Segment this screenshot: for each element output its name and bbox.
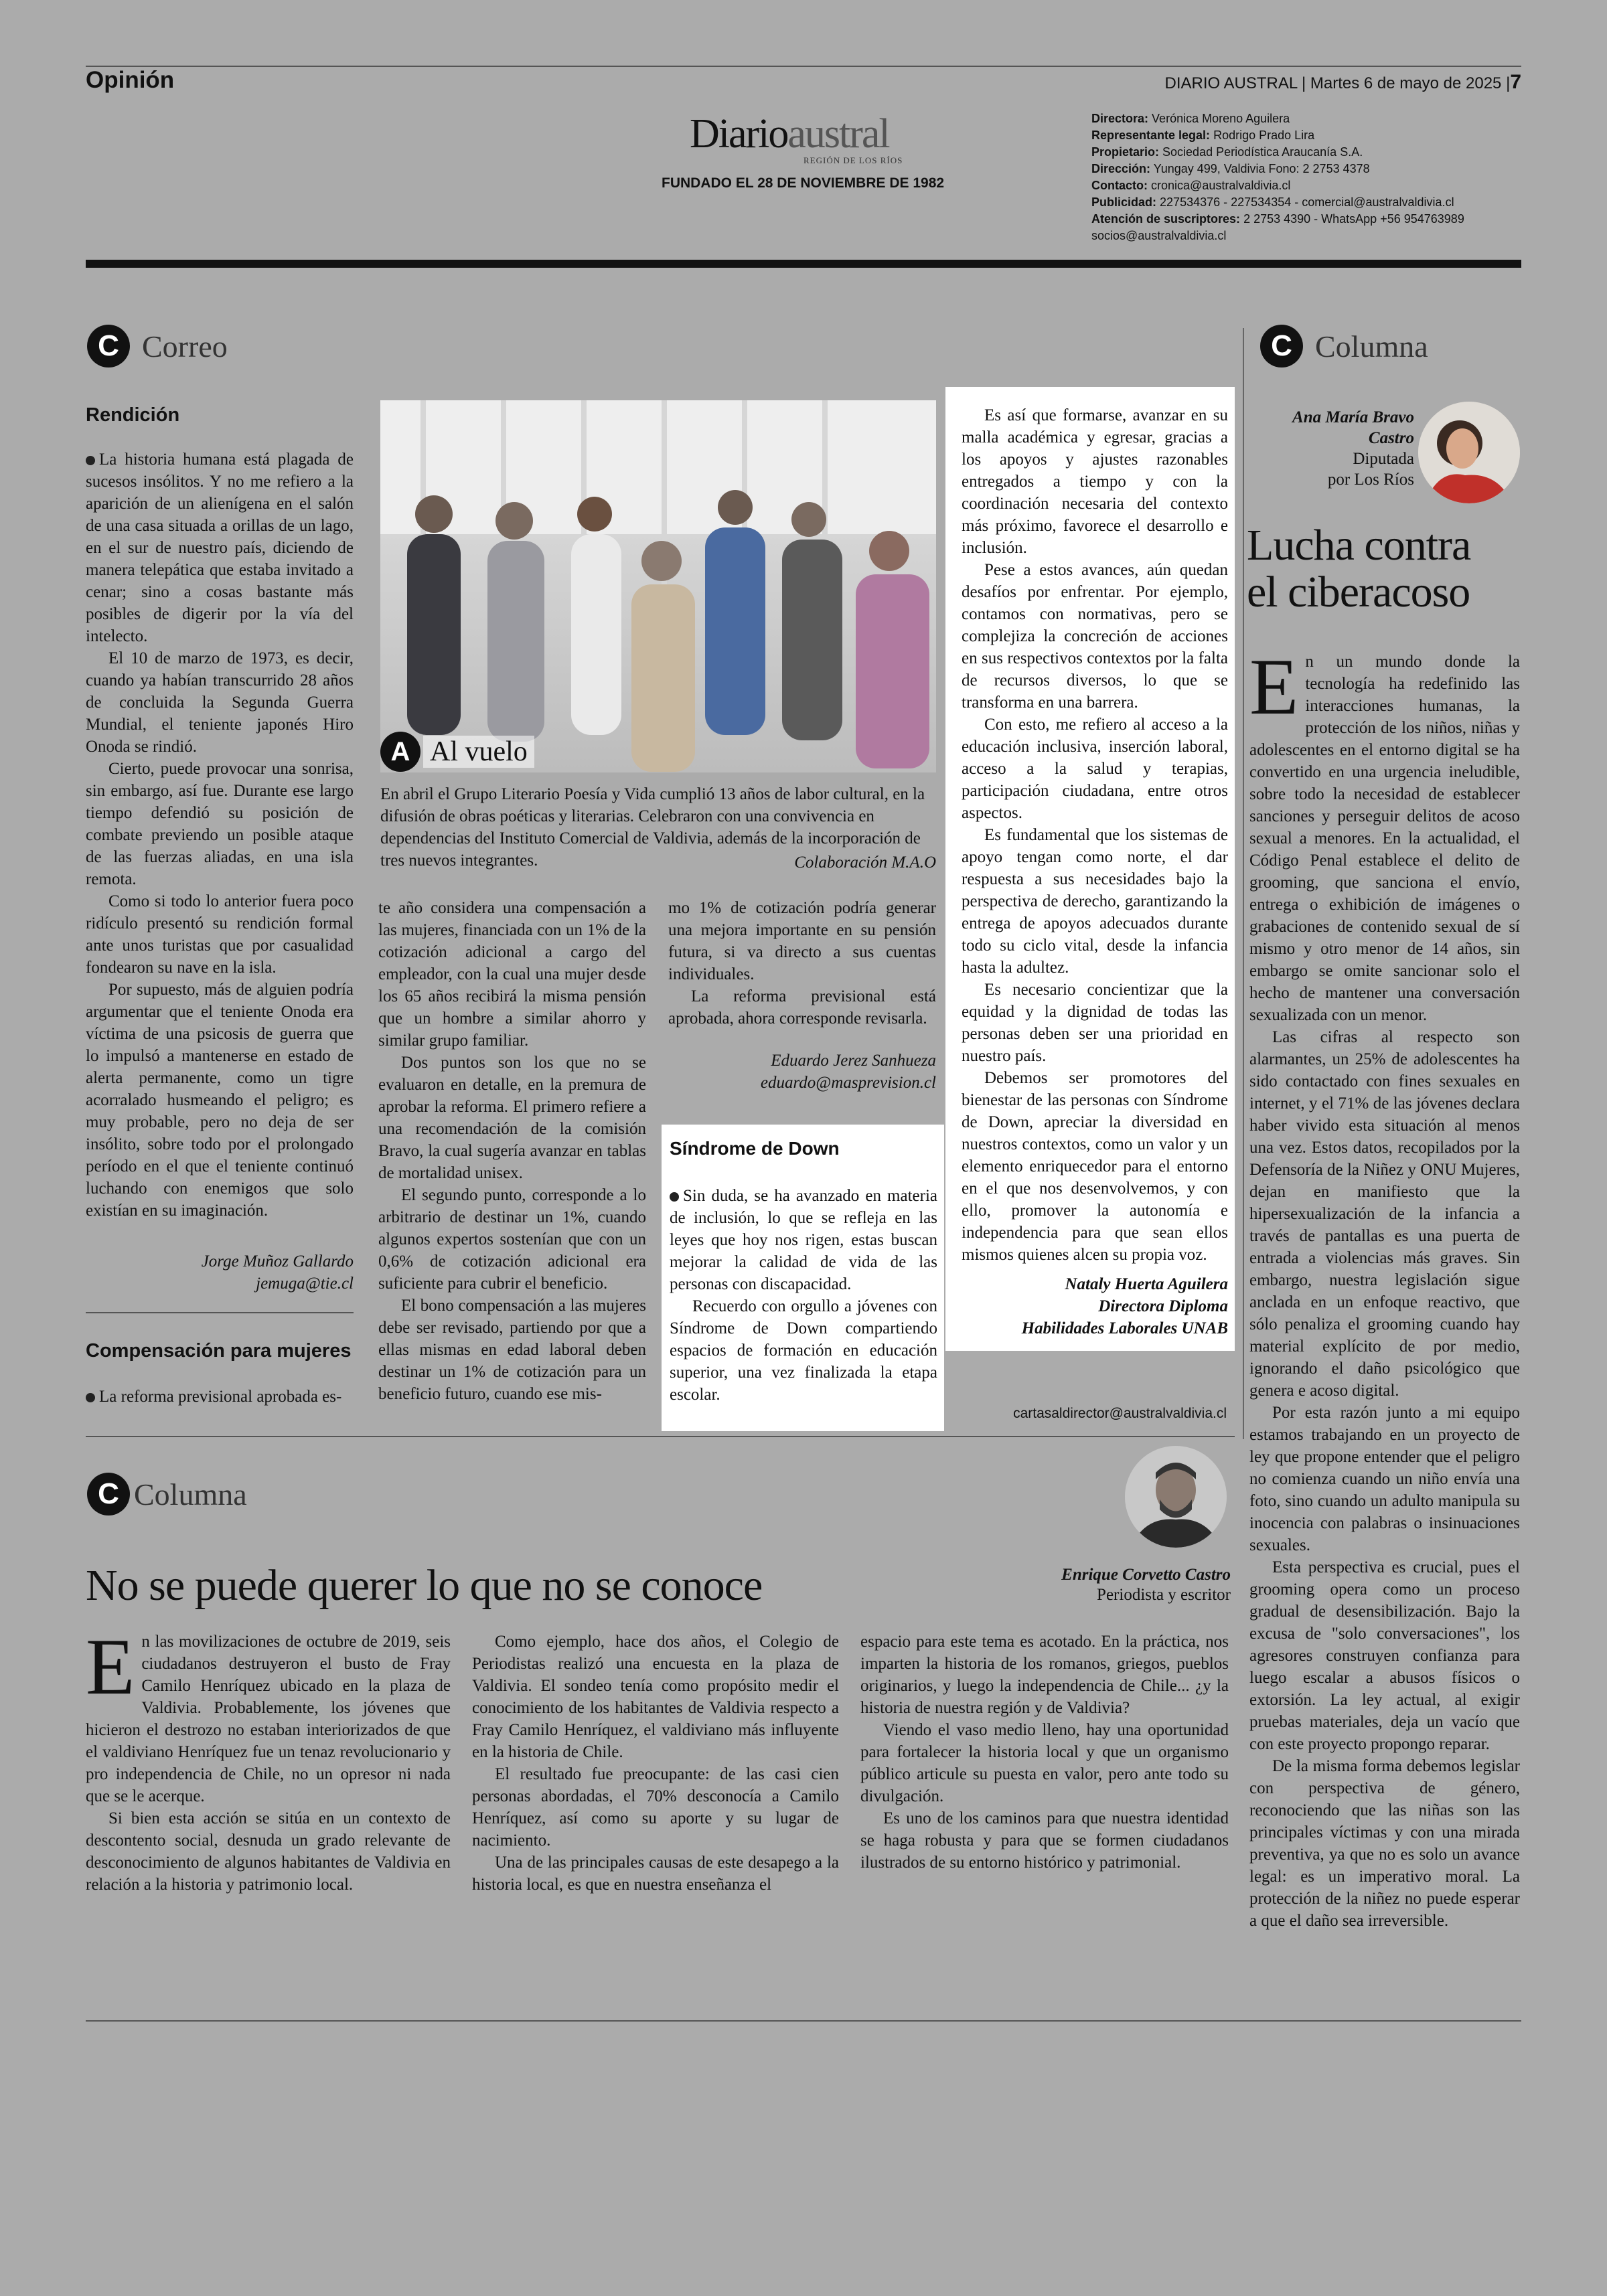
section-title: Columna (134, 1477, 247, 1511)
paragraph: Debemos ser promotores del bienestar de las personas con Síndrome de Down, apreciar la diversidad en nuestros contextos, como un valor y un elemento enriquecedor para el entorno en el que nos desenvolvemos, y con ello, promover la autonomía e independencia para que sean ellos mismos quienes alcen su propia voz. (962, 1069, 1228, 1264)
bottom-rule (86, 2020, 1521, 2022)
columnist-byline (1247, 407, 1414, 490)
divider (86, 1312, 354, 1313)
paragraph: El segundo punto, corresponde a lo arbitrario de destinar un 1%, cuando algunos expertos sostenían que con un 0,6% de cotización adicional era suficiente para cubrir el beneficio. (378, 1186, 646, 1293)
paragraph: Es necesario concientizar que la equidad y la dignidad de todas las personas deben ser una prioridad en nuestro país. (962, 981, 1228, 1065)
info-line: Contacto: cronica@australvaldivia.cl (1091, 179, 1291, 192)
info-line: Propietario: Sociedad Periodística Araucanía S.A. (1091, 145, 1363, 159)
divider (86, 1436, 1235, 1437)
column-title: No se puede querer lo que no se conoce (86, 1561, 763, 1610)
letter-signature (668, 1050, 936, 1094)
masthead-thick-rule (86, 260, 1521, 268)
paragraph: Por supuesto, más de alguien podría argumentar que el teniente Onoda era víctima de una psicosis de guerra que lo impulsó a mantenerse en estado de alerta permanente, como un tigre acorralado husmeando el peligro; es muy probable, pero no deja de ser insólito, sobre todo por el prolongado período en el que el teniente continuó luchando con enemigos que solo existían en su imaginación. (86, 981, 354, 1220)
founded-line: FUNDADO EL 28 DE NOVIEMBRE DE 1982 (662, 175, 945, 191)
letter-compensacion-col2 (378, 897, 646, 1405)
columnist-role: Diputada (1353, 450, 1414, 468)
section-label: Opinión (86, 67, 175, 93)
column-divider (1243, 328, 1244, 1439)
letter-title: Compensación para mujeres (86, 1340, 352, 1362)
paragraph: Sin duda, se ha avanzado en materia de inclusión, lo que se refleja en las leyes que hoy nos rigen, estas buscan mejorar la calidad de vida de las personas con discapacidad. (670, 1187, 937, 1293)
signature-name: Nataly Huerta Aguilera (1065, 1275, 1228, 1293)
paragraph: te año considera una compensación a las mujeres, financiada con un 1% de la cotización adicional a cargo del empleador, con la cual una mujer desde los 65 años recibirá la misma pensión que un hombre a similar ahorro y similar grupo familiar. (378, 899, 646, 1050)
dropcap: E (86, 1622, 135, 1711)
paragraph: Viendo el vaso medio lleno, hay una oportunidad para fortalecer la historia local y que un organismo público articule su puesta en valor, pero ante todo su divulgación. (860, 1721, 1229, 1805)
section-badge: C (87, 325, 130, 367)
columnist-name: Enrique Corvetto Castro (1061, 1566, 1231, 1584)
paragraph: Por esta razón junto a mi equipo estamos trabajando en un proyecto de ley que propone entender que el peligro no comienza cuando un niño envía una foto, sino cuando un adulto manipula su inocencia con palabras o insinuaciones sexuales. (1249, 1404, 1520, 1554)
column-body-col1 (86, 1622, 451, 1896)
paragraph: Una de las principales causas de este desapego a la historia local, es que en nuestra enseñanza el (472, 1854, 839, 1894)
dropcap: E (1249, 642, 1299, 731)
al-vuelo-badge: A (380, 732, 420, 772)
signature-name: Eduardo Jerez Sanhueza (771, 1052, 936, 1070)
paragraph: La reforma previsional está aprobada, ahora corresponde revisarla. (668, 987, 936, 1028)
info-line: Representante legal: Rodrigo Prado Lira (1091, 129, 1315, 142)
columnist-name: Ana María Bravo Castro (1292, 408, 1414, 447)
letter-rendicion-body (86, 448, 354, 1222)
signature-email: eduardo@masprevision.cl (760, 1074, 936, 1092)
paragraph: Si bien esta acción se sitúa en un contexto de descontento social, desnuda un grado relevante de desconocimiento de algunos habitantes de Valdivia en relación a la historia y patrimonio local. (86, 1809, 451, 1894)
folio-page: 7 (1510, 71, 1521, 93)
section-badge: C (1260, 325, 1303, 367)
column-body-col2 (472, 1631, 839, 1896)
photo-caption: En abril el Grupo Literario Poesía y Vida cumplió 13 años de labor cultural, en la difusión de obras poéticas y literarias. Celebraron con una convivencia en dependencias del Instituto Comercial de Valdivia, además de la incorporación de tres nuevos integrantes. (380, 785, 925, 870)
columna-bottom-header (87, 1473, 247, 1515)
paragraph: El resultado fue preocupante: de las casi cien personas abordadas, el 70% desconocía a Camilo Henríquez, así como su aporte y su lugar de nacimiento. (472, 1765, 839, 1850)
info-line: Dirección: Yungay 499, Valdivia Fono: 2 2753 4378 (1091, 162, 1370, 175)
masthead-info (1091, 110, 1520, 244)
columna-right-header (1260, 325, 1428, 367)
paragraph: La reforma previsional aprobada es- (86, 1386, 354, 1408)
column-body (1249, 642, 1520, 1932)
letter-signature (962, 1273, 1228, 1339)
letter-title: Síndrome de Down (670, 1138, 840, 1159)
signature-role: Directora Diploma (1098, 1297, 1228, 1315)
columnist-role: Periodista y escritor (1097, 1586, 1231, 1604)
paragraph: Es uno de los caminos para que nuestra identidad se haga robusta y para que se formen ciudadanos ilustrados de su entorno histórico y patrimonial. (860, 1809, 1229, 1872)
letter-sindrome-part1 (670, 1185, 937, 1406)
paragraph: mo 1% de cotización podría generar una mejora importante en su pensión futura, si va directo a sus cuentas individuales. (668, 899, 936, 983)
paragraph: Es así que formarse, avanzar en su malla académica y egresar, gracias a los apoyos y ajustes razonables entregados a tiempo y con la coordinación necesaria del contexto más próximo, favorece el desarrollo e inclusión. (962, 406, 1228, 557)
paragraph: Como ejemplo, hace dos años, el Colegio de Periodistas realizó una encuesta en la plaza de Valdivia. El sondeo tenía como propósito medir el conocimiento de los habitantes de Valdivia respecto a Fray Camilo Henríquez, el valdiviano más influyente en la historia de Chile. (472, 1633, 839, 1761)
folio: DIARIO AUSTRAL | Martes 6 de mayo de 2025 |7 (1164, 71, 1521, 93)
columnist-byline (964, 1565, 1231, 1605)
correo-header (87, 325, 228, 367)
paragraph: Cierto, puede provocar una sonrisa, sin embargo, así fue. Durante ese largo tiempo defendió su posición de combate previendo un posible ataque de las fuerzas aliadas, en una isla remota. (86, 760, 354, 888)
paragraph: Es fundamental que los sistemas de apoyo tengan como norte, el dar respuesta a sus necesidades bajo la perspectiva de derecho, garantizando la entrega de apoyos adecuados durante todo su ciclo vital, desde la infancia hasta la adultez. (962, 826, 1228, 977)
logo-part-a: Diario (690, 111, 788, 157)
signature-email: jemuga@tie.cl (256, 1275, 354, 1293)
letter-sindrome-part2 (962, 404, 1228, 1266)
paragraph: En un mundo donde la tecnología ha redefinido las interacciones humanas, la protección de los niños, niñas y adolescentes en el entorno digital se ha convertido en una urgencia ineludible, sobre todo la necesidad de establecer sanciones y perseguir delitos de acoso sexual a menores. En la actualidad, el Código Penal establece el delito de grooming, que sanciona el envío, entrega o exhibición de imágenes o grabaciones de contenido sexual de sí mismo y otro menor de 14 años, sin embargo se omite sancionar solo el hecho de mantener una conversación sexualizada con un menor. (1249, 642, 1520, 1024)
paragraph: Con esto, me refiero al acceso a la educación inclusiva, inserción laboral, acceso a la salud y terapias, participación ciudadana, entre otros aspectos. (962, 716, 1228, 822)
paragraph: La historia humana está plagada de sucesos insólitos. Y no me refiero a la aparición de un alienígena en el salón de una casa situada a orillas de un lago, en el sur de nuestro país, diciendo de manera telepática que estaba invitado a cenar; sino a cosas bastante más posibles de digerir por la vía del intelecto. (86, 450, 354, 645)
letters-email: cartasaldirector@australvaldivia.cl (1013, 1406, 1227, 1421)
letter-compensacion-col3 (668, 897, 936, 1030)
logo-part-b: austral (787, 111, 889, 157)
al-vuelo-label (380, 731, 534, 772)
signature-institution: Habilidades Laborales UNAB (1021, 1319, 1228, 1337)
logo-region: REGIÓN DE LOS RÍOS (804, 155, 903, 165)
paragraph: Las cifras al respecto son alarmantes, un 25% de adolescentes ha sido contactado con fines sexuales en internet, y el 71% de las jóvenes declara haber vivido esta situación al menos una vez. Estos datos, recopilados por la Defensoría de la Niñez y ONU Mujeres, dejan en manifiesto que la hipersexualización de la infancia a través de pantallas es una puerta de entrada a violencias más graves. Sin embargo, nuestra legislación sigue anclada en un enfoque reactivo, que sólo penaliza el grooming cuando hay material explícito de por medio, ignorando el daño psicológico que genera e acoso digital. (1249, 1028, 1520, 1400)
info-line: socios@australvaldivia.cl (1091, 229, 1227, 242)
info-line: Publicidad: 227534376 - 227534354 - comercial@australvaldivia.cl (1091, 195, 1454, 209)
paragraph: Recuerdo con orgullo a jóvenes con Síndrome de Down compartiendo espacios de formación en educación superior, una vez finalizada la etapa escolar. (670, 1297, 937, 1404)
group-photo-illustration (380, 400, 936, 772)
folio-paper: DIARIO AUSTRAL (1164, 74, 1298, 92)
letter-signature (86, 1250, 354, 1295)
masthead-logo (690, 110, 889, 158)
section-title: Correo (142, 329, 228, 363)
paragraph: El 10 de marzo de 1973, es decir, cuando ya habían transcurrido 28 años de concluida la Segunda Guerra Mundial, el teniente japonés Hiro Onoda se rindió. (86, 649, 354, 756)
column-body-col3 (860, 1631, 1229, 1874)
columnist-photo (1418, 402, 1520, 503)
column-title: Lucha contra el ciberacoso (1247, 521, 1471, 617)
al-vuelo-title: Al vuelo (423, 736, 534, 768)
paragraph: El bono compensación a las mujeres debe ser revisado, partiendo por que a ellas mismas en edad laboral deben destinar un 1% de cotización para un beneficio futuro, cuando ese mis- (378, 1297, 646, 1403)
paragraph: Como si todo lo anterior fuera poco ridículo presentó su rendición formal ante unos turistas que por casualidad fondearon su nave en la isla. (86, 892, 354, 977)
paragraph: Esta perspectiva es crucial, pues el grooming opera como un proceso gradual de desensibilización. Bajo la excusa de "solo conversaciones", los agresores construyen confianza para luego escalar a abusos físicos o extorsión. La ley actual, al exigir pruebas materiales, deja un vacío que con este proyecto propongo reparar. (1249, 1558, 1520, 1753)
columnist-photo (1125, 1446, 1227, 1548)
section-title: Columna (1315, 329, 1428, 363)
paragraph: En las movilizaciones de octubre de 2019, seis ciudadanos destruyeron el busto de Fray Camilo Henríquez ubicado en la plaza de Valdivia. Probablemente, los jóvenes que hicieron el destrozo no estaban interiorizados de que el valdiviano Henríquez fue un tenaz revolucionario y pro independencia de Chile, no un opresor ni nada que se le acerque. (86, 1622, 451, 1805)
group-photo (380, 400, 936, 772)
info-line: Atención de suscriptores: 2 2753 4390 - WhatsApp +56 954763989 (1091, 212, 1464, 226)
letter-compensacion-start (86, 1386, 354, 1408)
section-badge: C (87, 1473, 130, 1515)
letter-title: Rendición (86, 404, 180, 426)
signature-name: Jorge Muñoz Gallardo (201, 1252, 354, 1270)
paragraph: espacio para este tema es acotado. En la práctica, nos imparten la historia de los romanos, griegos, pueblos originarios, y luego la independencia de Chile... ¿y la historia de nuestra región y de Valdivia? (860, 1633, 1229, 1717)
photo-credit: Colaboración M.A.O (794, 853, 936, 872)
paragraph: Pese a estos avances, aún quedan desafíos por enfrentar. Por ejemplo, contamos con normativas, pero se complejiza la concreción de acciones en sus respectivos contextos por la falta de recursos diversos, lo que se transforma en una barrera. (962, 561, 1228, 712)
columnist-district: por Los Ríos (1327, 471, 1414, 489)
paragraph: De la misma forma debemos legislar con perspectiva de género, reconociendo que las niñas son las principales víctimas y con una mirada preventiva, ya que no es solo un avance legal: es un imperativo moral. La protección de la niñez no puede esperar a que el daño sea irreversible. (1249, 1757, 1520, 1930)
avatar-illustration (1125, 1446, 1227, 1548)
info-line: Directora: Verónica Moreno Aguilera (1091, 112, 1290, 125)
folio-date: Martes 6 de mayo de 2025 (1310, 74, 1502, 92)
top-rule (86, 66, 1521, 67)
avatar-illustration (1418, 402, 1520, 503)
paragraph: Dos puntos son los que no se evaluaron en detalle, en la premura de aprobar la reforma. El primero refiere a una recomendación de la comisión Bravo, la cual sugería avanzar en tablas de mortalidad unisex. (378, 1054, 646, 1182)
